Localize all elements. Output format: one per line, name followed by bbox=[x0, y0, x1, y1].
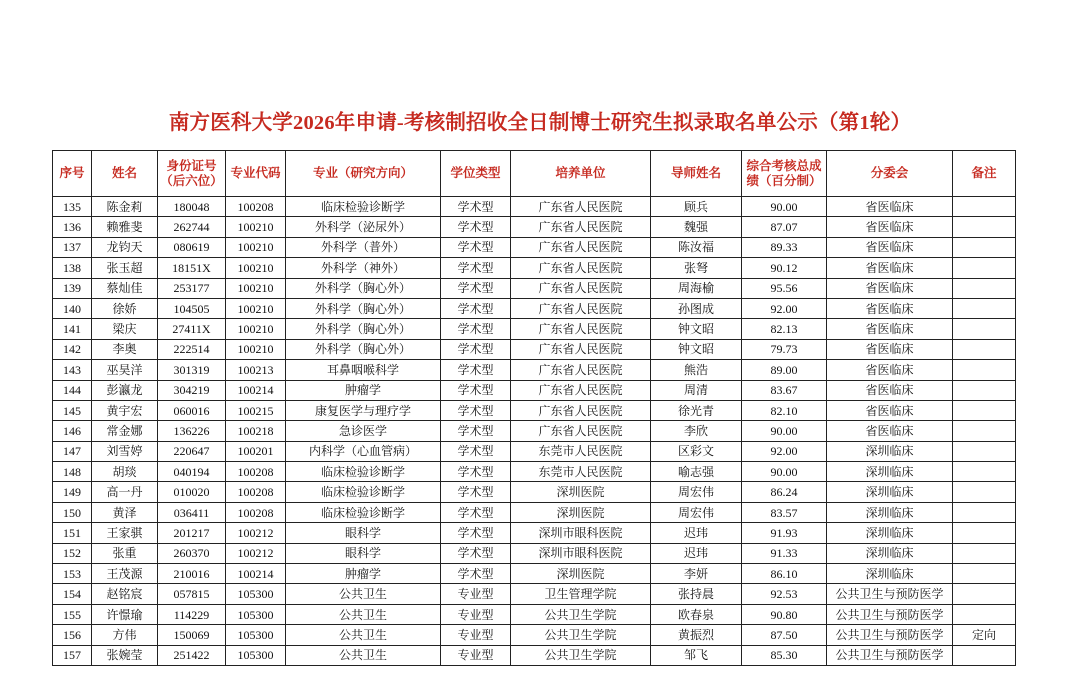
cell-training-unit: 广东省人民医院 bbox=[511, 237, 651, 257]
cell-total-score: 87.50 bbox=[742, 625, 827, 645]
cell-name: 张玉超 bbox=[92, 258, 158, 278]
header-seq: 序号 bbox=[53, 151, 92, 197]
header-remarks: 备注 bbox=[953, 151, 1016, 197]
cell-major-code: 100212 bbox=[226, 543, 286, 563]
cell-degree-type: 学术型 bbox=[441, 360, 511, 380]
cell-degree-type: 学术型 bbox=[441, 319, 511, 339]
table-row bbox=[53, 360, 1016, 380]
table-row bbox=[53, 298, 1016, 318]
cell-supervisor: 顾兵 bbox=[651, 197, 742, 217]
table-body bbox=[53, 197, 1016, 666]
cell-degree-type: 学术型 bbox=[441, 339, 511, 359]
cell-remarks bbox=[953, 584, 1016, 604]
cell-major: 外科学（泌尿外） bbox=[286, 217, 441, 237]
table-row bbox=[53, 462, 1016, 482]
cell-remarks bbox=[953, 237, 1016, 257]
page-title: 南方医科大学2026年申请-考核制招收全日制博士研究生拟录取名单公示（第1轮） bbox=[168, 112, 912, 134]
cell-name: 黄泽 bbox=[92, 502, 158, 522]
cell-total-score: 91.33 bbox=[742, 543, 827, 563]
cell-supervisor: 李欣 bbox=[651, 421, 742, 441]
cell-sub-committee: 深圳临床 bbox=[827, 523, 953, 543]
cell-seq: 136 bbox=[53, 217, 92, 237]
cell-remarks bbox=[953, 645, 1016, 665]
cell-remarks bbox=[953, 564, 1016, 584]
cell-sub-committee: 深圳临床 bbox=[827, 564, 953, 584]
cell-training-unit: 深圳医院 bbox=[511, 502, 651, 522]
cell-degree-type: 专业型 bbox=[441, 604, 511, 624]
cell-seq: 157 bbox=[53, 645, 92, 665]
cell-id-suffix: 036411 bbox=[158, 502, 226, 522]
cell-major: 公共卫生 bbox=[286, 645, 441, 665]
cell-sub-committee: 深圳临床 bbox=[827, 441, 953, 461]
cell-major-code: 105300 bbox=[226, 625, 286, 645]
header-id-suffix: 身份证号 （后六位） bbox=[158, 151, 226, 197]
cell-degree-type: 学术型 bbox=[441, 217, 511, 237]
cell-degree-type: 学术型 bbox=[441, 380, 511, 400]
cell-sub-committee: 省医临床 bbox=[827, 278, 953, 298]
table-header bbox=[53, 151, 1016, 197]
cell-name: 赵铭宸 bbox=[92, 584, 158, 604]
cell-supervisor: 周清 bbox=[651, 380, 742, 400]
cell-major: 外科学（普外） bbox=[286, 237, 441, 257]
header-training-unit: 培养单位 bbox=[511, 151, 651, 197]
cell-major-code: 100218 bbox=[226, 421, 286, 441]
cell-sub-committee: 省医临床 bbox=[827, 421, 953, 441]
cell-id-suffix: 104505 bbox=[158, 298, 226, 318]
cell-supervisor: 迟玮 bbox=[651, 543, 742, 563]
header-name: 姓名 bbox=[92, 151, 158, 197]
cell-training-unit: 广东省人民医院 bbox=[511, 360, 651, 380]
cell-seq: 147 bbox=[53, 441, 92, 461]
cell-id-suffix: 040194 bbox=[158, 462, 226, 482]
cell-major: 眼科学 bbox=[286, 523, 441, 543]
cell-supervisor: 周宏伟 bbox=[651, 502, 742, 522]
cell-id-suffix: 180048 bbox=[158, 197, 226, 217]
table-row bbox=[53, 584, 1016, 604]
cell-name: 巫昊洋 bbox=[92, 360, 158, 380]
cell-remarks bbox=[953, 339, 1016, 359]
cell-degree-type: 学术型 bbox=[441, 523, 511, 543]
cell-total-score: 83.67 bbox=[742, 380, 827, 400]
cell-supervisor: 孙图成 bbox=[651, 298, 742, 318]
cell-id-suffix: 114229 bbox=[158, 604, 226, 624]
cell-id-suffix: 136226 bbox=[158, 421, 226, 441]
cell-training-unit: 公共卫生学院 bbox=[511, 604, 651, 624]
cell-major: 公共卫生 bbox=[286, 584, 441, 604]
cell-name: 高一丹 bbox=[92, 482, 158, 502]
cell-major: 外科学（胸心外） bbox=[286, 278, 441, 298]
cell-training-unit: 东莞市人民医院 bbox=[511, 441, 651, 461]
cell-training-unit: 深圳市眼科医院 bbox=[511, 523, 651, 543]
cell-training-unit: 广东省人民医院 bbox=[511, 258, 651, 278]
cell-sub-committee: 省医临床 bbox=[827, 258, 953, 278]
cell-major-code: 105300 bbox=[226, 584, 286, 604]
cell-major: 外科学（胸心外） bbox=[286, 298, 441, 318]
cell-degree-type: 学术型 bbox=[441, 237, 511, 257]
cell-total-score: 86.10 bbox=[742, 564, 827, 584]
header-row bbox=[53, 151, 1016, 197]
cell-supervisor: 邹飞 bbox=[651, 645, 742, 665]
cell-seq: 142 bbox=[53, 339, 92, 359]
cell-remarks bbox=[953, 482, 1016, 502]
cell-training-unit: 公共卫生学院 bbox=[511, 645, 651, 665]
cell-total-score: 90.12 bbox=[742, 258, 827, 278]
cell-sub-committee: 深圳临床 bbox=[827, 543, 953, 563]
cell-major-code: 100208 bbox=[226, 502, 286, 522]
cell-total-score: 90.80 bbox=[742, 604, 827, 624]
cell-sub-committee: 省医临床 bbox=[827, 380, 953, 400]
table-row bbox=[53, 543, 1016, 563]
cell-total-score: 90.00 bbox=[742, 421, 827, 441]
cell-supervisor: 徐光青 bbox=[651, 400, 742, 420]
cell-remarks bbox=[953, 523, 1016, 543]
cell-name: 王家骐 bbox=[92, 523, 158, 543]
cell-degree-type: 专业型 bbox=[441, 584, 511, 604]
cell-total-score: 95.56 bbox=[742, 278, 827, 298]
cell-major: 肿瘤学 bbox=[286, 380, 441, 400]
cell-id-suffix: 210016 bbox=[158, 564, 226, 584]
table-row bbox=[53, 380, 1016, 400]
cell-supervisor: 欧春泉 bbox=[651, 604, 742, 624]
cell-degree-type: 学术型 bbox=[441, 421, 511, 441]
cell-id-suffix: 253177 bbox=[158, 278, 226, 298]
cell-major: 外科学（胸心外） bbox=[286, 319, 441, 339]
cell-name: 梁庆 bbox=[92, 319, 158, 339]
cell-seq: 143 bbox=[53, 360, 92, 380]
cell-degree-type: 学术型 bbox=[441, 197, 511, 217]
cell-name: 方伟 bbox=[92, 625, 158, 645]
cell-id-suffix: 080619 bbox=[158, 237, 226, 257]
cell-supervisor: 钟文昭 bbox=[651, 339, 742, 359]
cell-id-suffix: 060016 bbox=[158, 400, 226, 420]
cell-sub-committee: 省医临床 bbox=[827, 400, 953, 420]
cell-seq: 141 bbox=[53, 319, 92, 339]
cell-major-code: 105300 bbox=[226, 645, 286, 665]
table-row bbox=[53, 564, 1016, 584]
cell-name: 蔡灿佳 bbox=[92, 278, 158, 298]
cell-degree-type: 学术型 bbox=[441, 441, 511, 461]
cell-supervisor: 张弩 bbox=[651, 258, 742, 278]
cell-major-code: 100210 bbox=[226, 298, 286, 318]
cell-id-suffix: 057815 bbox=[158, 584, 226, 604]
table-row bbox=[53, 502, 1016, 522]
cell-major: 临床检验诊断学 bbox=[286, 197, 441, 217]
cell-name: 王茂源 bbox=[92, 564, 158, 584]
cell-seq: 145 bbox=[53, 400, 92, 420]
cell-major: 康复医学与理疗学 bbox=[286, 400, 441, 420]
cell-supervisor: 黄振烈 bbox=[651, 625, 742, 645]
cell-degree-type: 学术型 bbox=[441, 258, 511, 278]
cell-major: 急诊医学 bbox=[286, 421, 441, 441]
cell-major: 内科学（心血管病） bbox=[286, 441, 441, 461]
table-row bbox=[53, 400, 1016, 420]
cell-total-score: 90.00 bbox=[742, 197, 827, 217]
cell-total-score: 89.00 bbox=[742, 360, 827, 380]
cell-remarks bbox=[953, 502, 1016, 522]
cell-sub-committee: 省医临床 bbox=[827, 237, 953, 257]
cell-major-code: 100208 bbox=[226, 462, 286, 482]
cell-id-suffix: 262744 bbox=[158, 217, 226, 237]
cell-supervisor: 喻志强 bbox=[651, 462, 742, 482]
cell-major-code: 105300 bbox=[226, 604, 286, 624]
header-degree-type: 学位类型 bbox=[441, 151, 511, 197]
cell-sub-committee: 公共卫生与预防医学 bbox=[827, 604, 953, 624]
cell-total-score: 92.00 bbox=[742, 298, 827, 318]
cell-seq: 156 bbox=[53, 625, 92, 645]
cell-major: 临床检验诊断学 bbox=[286, 482, 441, 502]
table-row bbox=[53, 197, 1016, 217]
cell-sub-committee: 公共卫生与预防医学 bbox=[827, 645, 953, 665]
cell-training-unit: 广东省人民医院 bbox=[511, 319, 651, 339]
table-row bbox=[53, 482, 1016, 502]
cell-major: 耳鼻咽喉科学 bbox=[286, 360, 441, 380]
cell-major-code: 100201 bbox=[226, 441, 286, 461]
cell-major: 眼科学 bbox=[286, 543, 441, 563]
cell-seq: 150 bbox=[53, 502, 92, 522]
cell-major: 临床检验诊断学 bbox=[286, 502, 441, 522]
cell-major-code: 100210 bbox=[226, 339, 286, 359]
cell-id-suffix: 251422 bbox=[158, 645, 226, 665]
cell-sub-committee: 省医临床 bbox=[827, 217, 953, 237]
cell-seq: 139 bbox=[53, 278, 92, 298]
cell-major: 临床检验诊断学 bbox=[286, 462, 441, 482]
cell-total-score: 92.53 bbox=[742, 584, 827, 604]
cell-training-unit: 广东省人民医院 bbox=[511, 339, 651, 359]
cell-name: 徐娇 bbox=[92, 298, 158, 318]
cell-id-suffix: 150069 bbox=[158, 625, 226, 645]
cell-sub-committee: 公共卫生与预防医学 bbox=[827, 625, 953, 645]
cell-major-code: 100214 bbox=[226, 564, 286, 584]
cell-total-score: 82.13 bbox=[742, 319, 827, 339]
cell-training-unit: 公共卫生学院 bbox=[511, 625, 651, 645]
cell-major-code: 100210 bbox=[226, 258, 286, 278]
cell-degree-type: 学术型 bbox=[441, 543, 511, 563]
cell-id-suffix: 010020 bbox=[158, 482, 226, 502]
cell-seq: 146 bbox=[53, 421, 92, 441]
cell-remarks bbox=[953, 543, 1016, 563]
cell-sub-committee: 省医临床 bbox=[827, 339, 953, 359]
admission-list-table bbox=[52, 150, 1016, 666]
table-row bbox=[53, 523, 1016, 543]
cell-seq: 138 bbox=[53, 258, 92, 278]
cell-supervisor: 陈汝福 bbox=[651, 237, 742, 257]
cell-seq: 149 bbox=[53, 482, 92, 502]
cell-seq: 152 bbox=[53, 543, 92, 563]
cell-id-suffix: 260370 bbox=[158, 543, 226, 563]
cell-supervisor: 魏强 bbox=[651, 217, 742, 237]
cell-remarks bbox=[953, 380, 1016, 400]
cell-sub-committee: 深圳临床 bbox=[827, 482, 953, 502]
cell-seq: 153 bbox=[53, 564, 92, 584]
cell-major-code: 100210 bbox=[226, 278, 286, 298]
cell-major: 外科学（神外） bbox=[286, 258, 441, 278]
cell-remarks: 定向 bbox=[953, 625, 1016, 645]
cell-major-code: 100212 bbox=[226, 523, 286, 543]
cell-degree-type: 学术型 bbox=[441, 502, 511, 522]
cell-remarks bbox=[953, 400, 1016, 420]
cell-major-code: 100215 bbox=[226, 400, 286, 420]
header-major-code: 专业代码 bbox=[226, 151, 286, 197]
cell-seq: 137 bbox=[53, 237, 92, 257]
cell-seq: 144 bbox=[53, 380, 92, 400]
cell-total-score: 86.24 bbox=[742, 482, 827, 502]
cell-major-code: 100213 bbox=[226, 360, 286, 380]
cell-id-suffix: 201217 bbox=[158, 523, 226, 543]
cell-major: 外科学（胸心外） bbox=[286, 339, 441, 359]
cell-seq: 135 bbox=[53, 197, 92, 217]
cell-major-code: 100210 bbox=[226, 237, 286, 257]
cell-sub-committee: 深圳临床 bbox=[827, 462, 953, 482]
table-row bbox=[53, 625, 1016, 645]
cell-total-score: 92.00 bbox=[742, 441, 827, 461]
cell-training-unit: 深圳医院 bbox=[511, 564, 651, 584]
table-row bbox=[53, 237, 1016, 257]
cell-remarks bbox=[953, 319, 1016, 339]
cell-major-code: 100208 bbox=[226, 482, 286, 502]
table-row bbox=[53, 441, 1016, 461]
cell-major: 肿瘤学 bbox=[286, 564, 441, 584]
cell-training-unit: 深圳市眼科医院 bbox=[511, 543, 651, 563]
cell-sub-committee: 省医临床 bbox=[827, 298, 953, 318]
table-row bbox=[53, 217, 1016, 237]
cell-remarks bbox=[953, 278, 1016, 298]
cell-id-suffix: 304219 bbox=[158, 380, 226, 400]
table-row bbox=[53, 278, 1016, 298]
cell-remarks bbox=[953, 217, 1016, 237]
cell-name: 胡琰 bbox=[92, 462, 158, 482]
cell-remarks bbox=[953, 421, 1016, 441]
cell-training-unit: 卫生管理学院 bbox=[511, 584, 651, 604]
cell-supervisor: 钟文昭 bbox=[651, 319, 742, 339]
cell-remarks bbox=[953, 258, 1016, 278]
cell-major-code: 100210 bbox=[226, 319, 286, 339]
cell-major: 公共卫生 bbox=[286, 625, 441, 645]
cell-degree-type: 学术型 bbox=[441, 278, 511, 298]
cell-sub-committee: 省医临床 bbox=[827, 360, 953, 380]
cell-id-suffix: 222514 bbox=[158, 339, 226, 359]
cell-degree-type: 学术型 bbox=[441, 462, 511, 482]
cell-name: 常金娜 bbox=[92, 421, 158, 441]
cell-name: 赖雅斐 bbox=[92, 217, 158, 237]
cell-major-code: 100210 bbox=[226, 217, 286, 237]
cell-sub-committee: 省医临床 bbox=[827, 319, 953, 339]
cell-degree-type: 专业型 bbox=[441, 625, 511, 645]
cell-seq: 151 bbox=[53, 523, 92, 543]
cell-degree-type: 学术型 bbox=[441, 564, 511, 584]
cell-degree-type: 专业型 bbox=[441, 645, 511, 665]
cell-sub-committee: 公共卫生与预防医学 bbox=[827, 584, 953, 604]
cell-name: 陈金莉 bbox=[92, 197, 158, 217]
cell-total-score: 87.07 bbox=[742, 217, 827, 237]
cell-total-score: 83.57 bbox=[742, 502, 827, 522]
cell-total-score: 90.00 bbox=[742, 462, 827, 482]
cell-total-score: 79.73 bbox=[742, 339, 827, 359]
cell-total-score: 85.30 bbox=[742, 645, 827, 665]
cell-remarks bbox=[953, 604, 1016, 624]
cell-degree-type: 学术型 bbox=[441, 482, 511, 502]
cell-training-unit: 广东省人民医院 bbox=[511, 278, 651, 298]
cell-supervisor: 区彩文 bbox=[651, 441, 742, 461]
cell-supervisor: 周宏伟 bbox=[651, 482, 742, 502]
cell-remarks bbox=[953, 298, 1016, 318]
table-row bbox=[53, 258, 1016, 278]
cell-seq: 140 bbox=[53, 298, 92, 318]
cell-id-suffix: 301319 bbox=[158, 360, 226, 380]
cell-name: 黄宇宏 bbox=[92, 400, 158, 420]
cell-training-unit: 广东省人民医院 bbox=[511, 217, 651, 237]
cell-supervisor: 周海榆 bbox=[651, 278, 742, 298]
cell-name: 李奥 bbox=[92, 339, 158, 359]
cell-training-unit: 东莞市人民医院 bbox=[511, 462, 651, 482]
cell-seq: 154 bbox=[53, 584, 92, 604]
cell-total-score: 89.33 bbox=[742, 237, 827, 257]
header-total-score: 综合考核总成 绩（百分制） bbox=[742, 151, 827, 197]
cell-degree-type: 学术型 bbox=[441, 298, 511, 318]
table-row bbox=[53, 421, 1016, 441]
cell-supervisor: 熊浩 bbox=[651, 360, 742, 380]
cell-major-code: 100214 bbox=[226, 380, 286, 400]
table-row bbox=[53, 645, 1016, 665]
cell-total-score: 82.10 bbox=[742, 400, 827, 420]
cell-seq: 148 bbox=[53, 462, 92, 482]
cell-sub-committee: 省医临床 bbox=[827, 197, 953, 217]
cell-name: 张婉莹 bbox=[92, 645, 158, 665]
header-major: 专业（研究方向） bbox=[286, 151, 441, 197]
table-row bbox=[53, 604, 1016, 624]
cell-name: 彭瀛龙 bbox=[92, 380, 158, 400]
cell-remarks bbox=[953, 462, 1016, 482]
cell-remarks bbox=[953, 360, 1016, 380]
header-sub-committee: 分委会 bbox=[827, 151, 953, 197]
table-row bbox=[53, 339, 1016, 359]
cell-training-unit: 广东省人民医院 bbox=[511, 298, 651, 318]
cell-training-unit: 广东省人民医院 bbox=[511, 421, 651, 441]
cell-name: 张重 bbox=[92, 543, 158, 563]
cell-supervisor: 李妍 bbox=[651, 564, 742, 584]
cell-major-code: 100208 bbox=[226, 197, 286, 217]
cell-major: 公共卫生 bbox=[286, 604, 441, 624]
cell-training-unit: 广东省人民医院 bbox=[511, 400, 651, 420]
cell-training-unit: 广东省人民医院 bbox=[511, 380, 651, 400]
cell-name: 龙钧天 bbox=[92, 237, 158, 257]
header-supervisor: 导师姓名 bbox=[651, 151, 742, 197]
cell-remarks bbox=[953, 197, 1016, 217]
cell-id-suffix: 18151X bbox=[158, 258, 226, 278]
cell-name: 刘雪婷 bbox=[92, 441, 158, 461]
cell-degree-type: 学术型 bbox=[441, 400, 511, 420]
cell-remarks bbox=[953, 441, 1016, 461]
cell-id-suffix: 27411X bbox=[158, 319, 226, 339]
cell-name: 许憬瑜 bbox=[92, 604, 158, 624]
cell-training-unit: 深圳医院 bbox=[511, 482, 651, 502]
cell-sub-committee: 深圳临床 bbox=[827, 502, 953, 522]
table-row bbox=[53, 319, 1016, 339]
cell-seq: 155 bbox=[53, 604, 92, 624]
cell-training-unit: 广东省人民医院 bbox=[511, 197, 651, 217]
cell-total-score: 91.93 bbox=[742, 523, 827, 543]
cell-id-suffix: 220647 bbox=[158, 441, 226, 461]
cell-supervisor: 张持晨 bbox=[651, 584, 742, 604]
cell-supervisor: 迟玮 bbox=[651, 523, 742, 543]
